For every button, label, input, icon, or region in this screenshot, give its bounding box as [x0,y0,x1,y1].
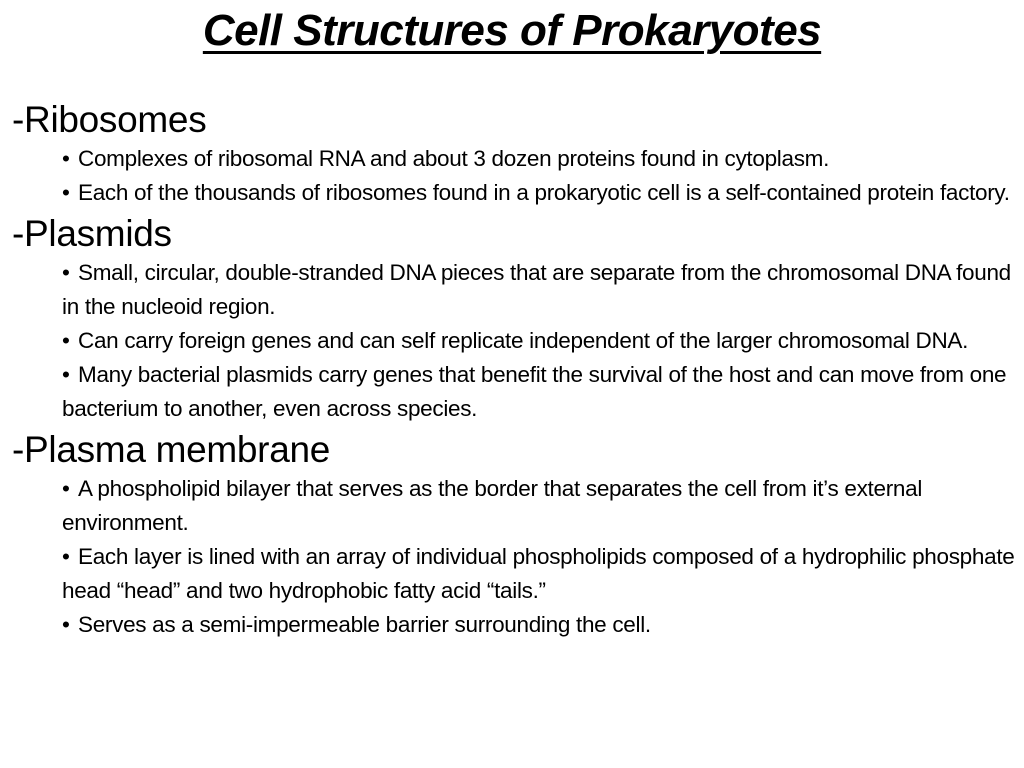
bullet-list-plasmids [12,256,1016,426]
section-heading-ribosomes: -Ribosomes [12,99,207,140]
bullet-item [62,472,1016,540]
bullet-dot: • [62,544,70,569]
bullet-dot: • [62,612,70,637]
bullet-item [62,358,1016,426]
bullet-item [62,608,1016,642]
bullet-text: Small, circular, double-stranded DNA pieces that are separate from the chromosomal DNA found in the nucleoid region. [62,260,1011,319]
bullet-text: A phospholipid bilayer that serves as the border that separates the cell from it’s external environment. [62,476,923,535]
bullet-text: Each of the thousands of ribosomes found in a prokaryotic cell is a self-contained protein factory. [78,180,1010,205]
bullet-item [62,256,1016,324]
bullet-dot: • [62,260,70,285]
bullet-dot: • [62,476,70,501]
bullet-dot: • [62,180,70,205]
section-plasmids [12,212,1016,426]
bullet-dot: • [62,146,70,171]
section-heading-plasmids: -Plasmids [12,213,172,254]
bullet-list-ribosomes [12,142,1016,210]
bullet-text: Complexes of ribosomal RNA and about 3 dozen proteins found in cytoplasm. [78,146,830,171]
bullet-text: Serves as a semi-impermeable barrier surrounding the cell. [78,612,651,637]
section-plasma-membrane [12,428,1016,642]
bullet-item [62,324,1016,358]
bullet-list-plasma-membrane [12,472,1016,642]
slide-content [12,98,1016,642]
bullet-text: Each layer is lined with an array of individual phospholipids composed of a hydrophilic phosphate head “head” and two hydrophobic fatty acid “tails.” [62,544,1015,603]
bullet-item [62,540,1016,608]
bullet-dot: • [62,362,70,387]
section-ribosomes [12,98,1016,210]
bullet-text: Many bacterial plasmids carry genes that benefit the survival of the host and can move from one bacterium to another, even across species. [62,362,1007,421]
section-heading-plasma-membrane: -Plasma membrane [12,429,331,470]
bullet-text: Can carry foreign genes and can self replicate independent of the larger chromosomal DNA. [78,328,969,353]
slide-title: Cell Structures of Prokaryotes [202,6,822,55]
bullet-item [62,176,1016,210]
bullet-dot: • [62,328,70,353]
bullet-item [62,142,1016,176]
